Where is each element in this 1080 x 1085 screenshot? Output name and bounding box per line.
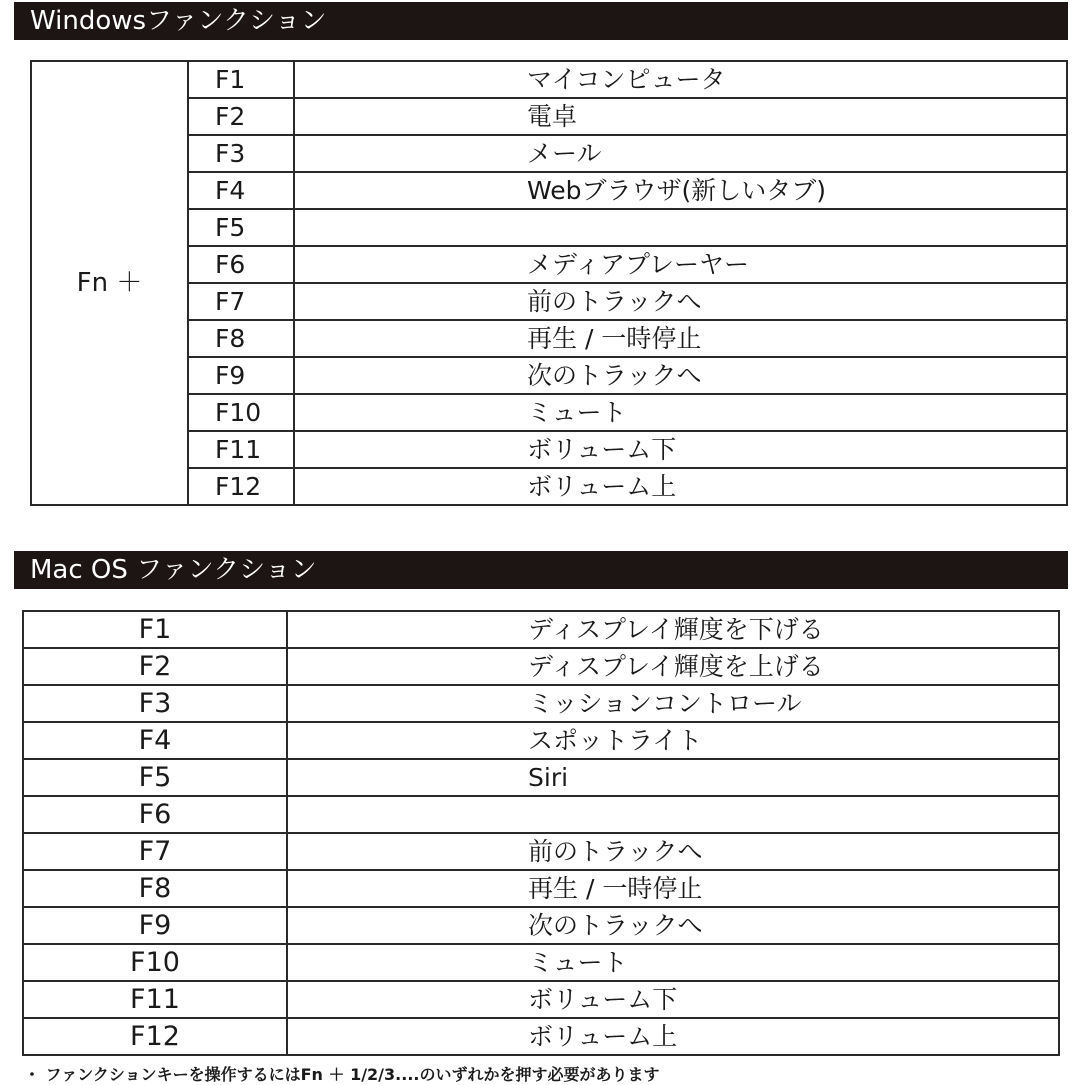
function-action: メール	[294, 135, 1067, 172]
function-action: ディスプレイ輝度を下げる	[287, 611, 1059, 648]
function-action: ボリューム下	[287, 981, 1059, 1018]
function-action: 次のトラックへ	[287, 907, 1059, 944]
function-key: F10	[188, 394, 294, 431]
table-row	[23, 685, 1059, 722]
table-row	[23, 759, 1059, 796]
function-action: ボリューム上	[287, 1018, 1059, 1055]
function-action: マイコンピュータ	[294, 61, 1067, 98]
function-key: F3	[23, 685, 287, 722]
function-key: F8	[23, 870, 287, 907]
function-key: F8	[188, 320, 294, 357]
table-row	[23, 870, 1059, 907]
windows-function-table	[30, 60, 1068, 506]
function-key: F6	[188, 246, 294, 283]
function-action: ボリューム下	[294, 431, 1067, 468]
function-key: F4	[188, 172, 294, 209]
function-action: ボリューム上	[294, 468, 1067, 505]
function-key: F11	[23, 981, 287, 1018]
function-action	[287, 796, 1059, 833]
function-action: 再生 / 一時停止	[287, 870, 1059, 907]
function-action: 前のトラックへ	[287, 833, 1059, 870]
table-row	[23, 907, 1059, 944]
function-action	[294, 209, 1067, 246]
table-row	[23, 796, 1059, 833]
function-action: ミュート	[287, 944, 1059, 981]
table-row	[23, 722, 1059, 759]
function-action: 電卓	[294, 98, 1067, 135]
function-action: 次のトラックへ	[294, 357, 1067, 394]
function-key: F3	[188, 135, 294, 172]
table-row	[23, 1018, 1059, 1055]
windows-section-header: Windowsファンクション	[14, 2, 1068, 40]
function-key: F7	[188, 283, 294, 320]
mac-section-header: Mac OS ファンクション	[14, 551, 1068, 589]
fn-modifier-label: Fn ＋	[31, 61, 188, 505]
function-key: F1	[188, 61, 294, 98]
function-key: F7	[23, 833, 287, 870]
function-key: F5	[188, 209, 294, 246]
table-row	[23, 833, 1059, 870]
function-action: ミッションコントロール	[287, 685, 1059, 722]
function-key: F2	[23, 648, 287, 685]
function-key: F5	[23, 759, 287, 796]
function-key: F2	[188, 98, 294, 135]
function-action: Siri	[287, 759, 1059, 796]
function-key: F1	[23, 611, 287, 648]
function-key: F6	[23, 796, 287, 833]
function-action: ミュート	[294, 394, 1067, 431]
function-action: Webブラウザ(新しいタブ)	[294, 172, 1067, 209]
function-action: ディスプレイ輝度を上げる	[287, 648, 1059, 685]
function-key: F9	[188, 357, 294, 394]
function-key: F9	[23, 907, 287, 944]
function-key: F12	[188, 468, 294, 505]
function-action: メディアプレーヤー	[294, 246, 1067, 283]
function-key: F12	[23, 1018, 287, 1055]
table-row	[23, 944, 1059, 981]
function-action: 前のトラックへ	[294, 283, 1067, 320]
table-row	[23, 981, 1059, 1018]
mac-function-table	[22, 610, 1060, 1056]
table-row	[31, 61, 1067, 98]
function-key: F11	[188, 431, 294, 468]
function-key: F10	[23, 944, 287, 981]
table-row	[23, 611, 1059, 648]
table-row	[23, 648, 1059, 685]
footnote: ・ ファンクションキーを操作するにはFn ＋ 1/2/3....のいずれかを押す必要があります	[24, 1065, 660, 1084]
function-action: スポットライト	[287, 722, 1059, 759]
function-key: F4	[23, 722, 287, 759]
function-action: 再生 / 一時停止	[294, 320, 1067, 357]
